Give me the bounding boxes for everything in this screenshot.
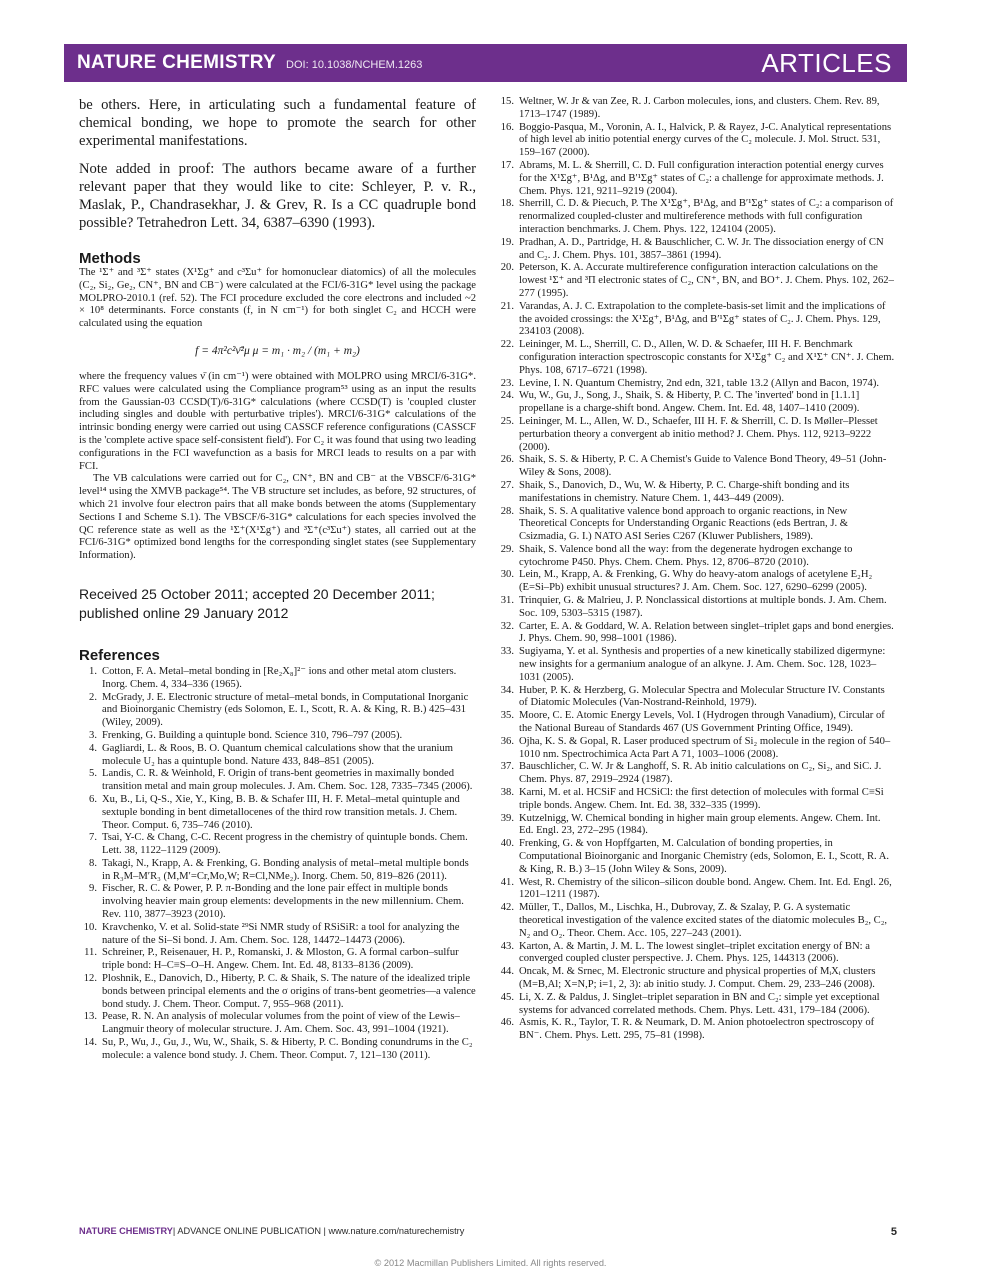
reference-number: 46.: [500, 1017, 514, 1029]
references-heading: References: [79, 646, 160, 664]
footer-publication: | ADVANCE ONLINE PUBLICATION | www.nature.com/naturechemistry: [172, 1226, 465, 1236]
reference-item: [496, 595, 896, 621]
methods-paragraph-2: where the frequency values ν̄ (in cm⁻¹) were obtained with MOLPRO using MRCI/6-31G*. RFC values were calculated using the Compliance program⁵³ using as an input the results from the Gaussian-03 CCSD(T)/6-31G* calculations (where CCSD(T) is 'coupled cluster including singles and double with perturbative triples'). MRCI/6-31G* calculations of the intrinsic bonding energy were carried out using CASSCF reference configurations (CASSCF is the 'complete active space self-consistent field'). For C₂ it was found that using two leading configurations in the FCI wavefunction as a basis for MRCI leads to results on a par with FCI.: [79, 370, 476, 472]
reference-number: 10.: [83, 921, 97, 933]
reference-number: 45.: [500, 991, 514, 1003]
reference-text: West, R. Chemistry of the silicon–silicon double bond. Angew. Chem. Int. Ed. Engl. 26, 1201–1211 (1987).: [519, 876, 892, 901]
intro-paragraph: be others. Here, in articulating such a fundamental feature of chemical bonding, we hope to promote the search for other experimental manifestations.: [79, 97, 476, 149]
reference-item: [496, 339, 896, 377]
reference-text: Kravchenko, V. et al. Solid-state ²⁹Si NMR study of RSiSiR: a tool for analyzing the nature of the Si–Si bond. J. Am. Chem. Soc. 128, 14472–14473 (2006).: [102, 921, 460, 946]
reference-text: Karni, M. et al. HCSiF and HCSiCl: the first detection of molecules with formal C≡Si triple bonds. Angew. Chem. Int. Ed. 38, 332–335 (1999).: [519, 787, 884, 811]
reference-item: [496, 941, 896, 967]
reference-text: Oncak, M. & Srnec, M. Electronic structure and physical properties of MᵢXᵢ clusters (M=B,Al; X=N,P; i=1, 2, 3): ab initio study. J. Comput. Chem. 29, 233–246 (2008).: [519, 966, 876, 990]
reference-number: 19.: [500, 236, 514, 248]
doi: DOI: 10.1038/NCHEM.1263: [286, 59, 423, 71]
methods-heading: Methods: [79, 250, 141, 267]
reference-number: 15.: [500, 96, 514, 107]
methods-paragraph-1: The ¹Σ⁺ and ³Σ⁺ states (X¹Σg⁺ and c³Σu⁺ for homonuclear diatomics) of all the molecules (C₂, Si₂, Ge₂, CN⁺, BN and CB⁻) were calculated at the FCI/6-31G* level using the package MOLPRO-2010.1 (ref. 52). The FCI procedure excluded the core electrons and included ~2 × 10⁸ determinants. Force constants (f, in N cm⁻¹) for both singlet C₂ and HCCH were calculated using the equation: [79, 267, 476, 330]
reference-text: Huber, P. K. & Herzberg, G. Molecular Spectra and Molecular Structure IV. Constants of Diatomic Molecules (Van-Nostrand-Reinhold, 1979).: [519, 684, 885, 709]
reference-item: [496, 646, 896, 684]
reference-number: 17.: [500, 159, 514, 171]
reference-item: [496, 160, 896, 198]
section-label: ARTICLES: [761, 47, 892, 78]
reference-text: Abrams, M. L. & Sherrill, C. D. Full configuration interaction potential energy curves for the X¹Σg⁺, B¹Δg, and B′¹Σg⁺ states of C₂: a challenge for approximate methods. J. Chem. Phys. 121, 9211–9219 (2004).: [519, 159, 884, 197]
reference-number: 6.: [89, 793, 97, 805]
reference-text: Su, P., Wu, J., Gu, J., Wu, W., Shaik, S. & Hiberty, P. C. Bonding conundrums in the C₂ molecule: a valence bond study. J. Chem. Theor. Comput. 7, 121–130 (2011).: [102, 1037, 473, 1061]
right-column: [496, 96, 896, 1043]
reference-number: 4.: [89, 742, 97, 754]
reference-number: 28.: [500, 505, 514, 517]
reference-text: Shaik, S., Danovich, D., Wu, W. & Hiberty, P. C. Charge-shift bonding and its manifestations in chemistry. Nature Chem. 1, 443–449 (2009).: [519, 479, 850, 504]
reference-text: Frenking, G. Building a quintuple bond. Science 310, 796–797 (2005).: [102, 729, 403, 741]
reference-text: Tsai, Y-C. & Chang, C-C. Recent progress in the chemistry of quintuple bonds. Chem. Lett. 38, 1122–1129 (2009).: [102, 832, 468, 857]
references-list-right: [496, 96, 896, 1043]
reference-item: [79, 1011, 476, 1037]
reference-item: [496, 416, 896, 454]
reference-number: 11.: [84, 947, 97, 959]
reference-item: [496, 1017, 896, 1043]
reference-item: [79, 858, 476, 884]
reference-number: 37.: [500, 761, 514, 773]
reference-item: [496, 685, 896, 711]
references-list-left: [79, 666, 476, 1063]
reference-item: [496, 237, 896, 263]
reference-item: [79, 743, 476, 769]
reference-item: [79, 883, 476, 921]
reference-number: 5.: [89, 768, 97, 780]
reference-number: 32.: [500, 620, 514, 632]
force-constant-equation: f = 4π²c²ν̄²μ μ = m₁ · m₂ / (m₁ + m₂): [195, 344, 360, 357]
reference-text: McGrady, J. E. Electronic structure of metal–metal bonds, in Computational Inorganic and Bioinorganic Chemistry (eds Solomon, E. I., Scott, R. A. & King, R. B.) 425–431 (Wiley, 2009).: [102, 691, 469, 729]
reference-text: Sherrill, C. D. & Piecuch, P. The X¹Σg⁺, B¹Δg, and B′¹Σg⁺ states of C₂: a comparison of renormalized coupled-cluster and multireference methods with full configuration interaction benchmarks. J. Chem. Phys. 122, 124104 (2005).: [519, 198, 894, 235]
reference-text: Shaik, S. Valence bond all the way: from the degenerate hydrogen exchange to cytochrome P450. Phys. Chem. Chem. Phys. 12, 8706–8720 (2010).: [519, 543, 853, 568]
reference-text: Carter, E. A. & Goddard, W. A. Relation between singlet–triplet gaps and bond energies. J. Phys. Chem. 90, 998–1001 (1986).: [519, 620, 894, 645]
reference-text: Leininger, M. L., Allen, W. D., Schaefer, III H. F. & Sherrill, C. D. Is Møller–Plesset perturbation theory a convergent ab initio method? J. Chem. Phys. 112, 9213–9222 (2000).: [519, 415, 878, 453]
reference-text: Bauschlicher, C. W. Jr & Langhoff, S. R. Ab initio calculations on C₂, Si₂, and SiC. J. Chem. Phys. 87, 2919–2924 (1987).: [519, 761, 882, 786]
received-dates: [79, 585, 476, 623]
reference-text: Ojha, K. S. & Gopal, R. Laser produced spectrum of Si₂ molecule in the region of 540–1010 nm. Spectrochimica Acta Part A 71, 1003–1006 (2008).: [519, 735, 891, 760]
reference-number: 27.: [500, 479, 514, 491]
reference-number: 44.: [500, 966, 514, 978]
copyright-notice: © 2012 Macmillan Publishers Limited. All rights reserved.: [374, 1258, 607, 1268]
page-footer: [79, 1226, 897, 1238]
reference-number: 42.: [500, 902, 514, 914]
reference-text: Karton, A. & Martin, J. M. L. The lowest singlet–triplet excitation energy of BN: a converged coupled cluster perspective. J. Chem. Phys. 125, 144313 (2006).: [519, 940, 870, 965]
reference-text: Takagi, N., Krapp, A. & Frenking, G. Bonding analysis of metal–metal multiple bonds in R₃M–M′R₃ (M,M′=Cr,Mo,W; R=Cl,NMe₂). Inorg. Chem. 50, 819–826 (2011).: [102, 857, 469, 882]
reference-number: 38.: [500, 787, 514, 799]
journal-name: NATURE CHEMISTRY: [77, 52, 277, 73]
received-line: Received 25 October 2011; accepted 20 December 2011;: [79, 585, 435, 602]
reference-number: 43.: [500, 940, 514, 952]
reference-text: Shaik, S. S. & Hiberty, P. C. A Chemist's Guide to Valence Bond Theory, 49–51 (John-Wiley & Sons, 2008).: [519, 454, 887, 479]
reference-number: 40.: [500, 838, 514, 850]
reference-text: Cotton, F. A. Metal–metal bonding in [Re₂X₈]²⁻ ions and other metal atom clusters. Inorg. Chem. 4, 334–336 (1965).: [102, 665, 457, 690]
reference-number: 14.: [83, 1037, 97, 1049]
reference-item: [496, 787, 896, 813]
reference-text: Peterson, K. A. Accurate multireference configuration interaction calculations on the lowest ¹Σ⁺ and ³Π electronic states of C₂, CN⁺, BN, and BO⁺. J. Chem. Phys. 102, 262–277 (1995).: [519, 262, 894, 299]
reference-number: 41.: [500, 876, 514, 888]
reference-item: [496, 877, 896, 903]
reference-number: 31.: [500, 595, 514, 607]
reference-text: Leininger, M. L., Sherrill, C. D., Allen, W. D. & Schaefer, III H. F. Benchmark configuration interaction spectroscopic constants for X¹Σg⁺ C₂ and X¹Σ⁺ CN⁺. J. Chem. Phys. 108, 6717–6721 (1998).: [519, 339, 895, 376]
reference-item: [496, 710, 896, 736]
methods-paragraph-3: The VB calculations were carried out for C₂, CN⁺, BN and CB⁻ at the VBSCF/6-31G* level¹⁴ using the XMVB package⁵⁴. The VB structure set includes, as before, 92 structures, of which 21 involve four electron pairs that all make bonds between the atoms (Supplementary Sections I and Scheme S.1). The VBSCF/6-31G* calculations for each species involved the QC reference state as well as the ¹Σ⁺(X¹Σg⁺) and ³Σ⁺(c³Σu⁺) states, all carried out at the FCI/6-31G* optimized bond lengths for the corresponding singlet states (see Supplementary Information).: [79, 473, 476, 562]
footer-journal: NATURE CHEMISTRY: [79, 1226, 173, 1236]
reference-item: [496, 301, 896, 339]
reference-item: [79, 1037, 476, 1063]
reference-text: Gagliardi, L. & Roos, B. O. Quantum chemical calculations show that the uranium molecule U₂ has a quintuple bond. Nature 433, 848–851 (2005).: [102, 742, 453, 767]
reference-item: [496, 198, 896, 236]
reference-text: Müller, T., Dallos, M., Lischka, H., Dubrovay, Z. & Szalay, P. G. A systematic theoretical investigation of the valence excited states of the diatomic molecules B₂, C₂, N₂ and O₂. Theor. Chem. Acc. 105, 227–243 (2001).: [519, 902, 888, 939]
reference-item: [496, 378, 896, 391]
reference-item: [79, 947, 476, 973]
reference-text: Moore, C. E. Atomic Energy Levels, Vol. I (Hydrogen through Vanadium), Circular of the National Bureau of Standards 467 (US Government Printing Office, 1949).: [519, 710, 885, 735]
left-column: [79, 96, 476, 1063]
reference-number: 39.: [500, 812, 514, 824]
reference-number: 18.: [500, 198, 514, 210]
reference-text: Kutzelnigg, W. Chemical bonding in higher main group elements. Angew. Chem. Int. Ed. Engl. 23, 272–295 (1984).: [519, 812, 881, 837]
reference-text: Sugiyama, Y. et al. Synthesis and properties of a new kinetically stabilized digermyne: new insights for a germanium analogue of an alkyne. J. Am. Chem. Soc. 128, 1023–1031 (2005).: [519, 646, 886, 683]
reference-item: [79, 794, 476, 832]
reference-item: [79, 666, 476, 692]
reference-text: Xu, B., Li, Q-S., Xie, Y., King, B. B. & Schafer III, H. F. Metal–metal quintuple and sextuple bonding in bent dimetallocenes of the third row transition metals. J. Chem. Theor. Comput. 6, 735–746 (2010).: [102, 793, 460, 831]
page-number: 5: [890, 1226, 897, 1238]
reference-number: 12.: [83, 973, 97, 985]
reference-number: 29.: [500, 543, 514, 555]
reference-number: 16.: [500, 121, 514, 133]
reference-text: Li, X. Z. & Paldus, J. Singlet–triplet separation in BN and C₂: simple yet exceptional systems for advanced correlated methods. Chem. Phys. Lett. 431, 179–184 (2006).: [519, 991, 880, 1016]
reference-text: Trinquier, G. & Malrieu, J. P. Nonclassical distortions at multiple bonds. J. Am. Chem. Soc. 109, 5303–5315 (1987).: [519, 595, 887, 619]
reference-item: [79, 692, 476, 730]
reference-number: 21.: [500, 300, 514, 312]
reference-item: [496, 480, 896, 506]
reference-number: 9.: [89, 883, 97, 895]
reference-text: Landis, C. R. & Weinhold, F. Origin of trans-bent geometries in maximally bonded transition metal and main group molecules. J. Am. Chem. Soc. 128, 7335–7345 (2006).: [102, 768, 473, 793]
reference-number: 20.: [500, 262, 514, 274]
reference-text: Wu, W., Gu, J., Song, J., Shaik, S. & Hiberty, P. C. The 'inverted' bond in [1.1.1] propellane is a charge-shift bond. Angew. Chem. Int. Ed. 48, 1407–1410 (2009).: [519, 390, 860, 415]
note-added-in-proof: Note added in proof: The authors became aware of a further relevant paper that they would like to cite: Schleyer, P. v. R., Maslak, P., Chandrasekhar, J. & Grev, R. Is a CC quadruple bond possible? Tetrahedron Lett. 34, 6387–6390 (1993).: [79, 161, 476, 231]
reference-item: [496, 122, 896, 160]
reference-text: Lein, M., Krapp, A. & Frenking, G. Why do heavy-atom analogs of acetylene E₂H₂ (E=Si–Pb) exhibit unusual structures? J. Am. Chem. Soc. 127, 6290–6299 (2005).: [519, 569, 873, 594]
reference-item: [496, 506, 896, 544]
reference-item: [79, 922, 476, 948]
journal-header: [64, 44, 907, 82]
reference-item: [496, 838, 896, 876]
reference-item: [496, 96, 896, 122]
reference-text: Pease, R. N. An analysis of molecular volumes from the point of view of the Lewis–Langmuir theory of molecular structure. J. Am. Chem. Soc. 43, 991–1004 (1921).: [102, 1011, 460, 1036]
reference-item: [496, 736, 896, 762]
reference-number: 36.: [500, 735, 514, 747]
reference-item: [496, 813, 896, 839]
reference-text: Ploshnik, E., Danovich, D., Hiberty, P. C. & Shaik, S. The nature of the idealized triple bonds between principal elements and the σ origins of trans-bent geometries—a valence bond study. J. Chem. Theor. Comput. 7, 955–968 (2011).: [102, 973, 476, 1010]
reference-item: [496, 569, 896, 595]
reference-item: [79, 973, 476, 1011]
reference-item: [496, 544, 896, 570]
reference-item: [79, 832, 476, 858]
reference-number: 33.: [500, 646, 514, 658]
reference-item: [496, 390, 896, 416]
reference-number: 7.: [89, 832, 97, 844]
reference-text: Levine, I. N. Quantum Chemistry, 2nd edn, 321, table 13.2 (Allyn and Bacon, 1974).: [519, 377, 880, 389]
reference-text: Varandas, A. J. C. Extrapolation to the complete-basis-set limit and the implications of the avoided crossings: the X¹Σg⁺, B¹Δg, and B′¹Σg⁺ states of C₂. J. Chem. Phys. 129, 234103 (2008).: [519, 300, 886, 338]
reference-number: 26.: [500, 454, 514, 466]
published-line: published online 29 January 2012: [79, 604, 289, 621]
reference-number: 22.: [500, 339, 514, 351]
reference-item: [496, 262, 896, 300]
reference-text: Asmis, K. R., Taylor, T. R. & Neumark, D. M. Anion photoelectron spectroscopy of BN⁻. Chem. Phys. Lett. 295, 75–81 (1998).: [519, 1017, 875, 1042]
reference-number: 34.: [500, 684, 514, 696]
reference-item: [496, 992, 896, 1018]
reference-number: 8.: [89, 857, 97, 869]
reference-number: 30.: [500, 569, 514, 581]
reference-item: [496, 966, 896, 992]
reference-item: [496, 761, 896, 787]
reference-text: Boggio-Pasqua, M., Voronin, A. I., Halvick, P. & Rayez, J-C. Analytical representations of high level ab initio potential energy curves of the C₂ molecule. J. Mol. Struct. 531, 159–167 (2000).: [519, 121, 892, 159]
reference-item: [496, 902, 896, 940]
reference-text: Schreiner, P., Reisenauer, H. P., Romanski, J. & Mloston, G. A formal carbon–sulfur triple bond: H–C≡S–O–H. Angew. Chem. Int. Ed. 48, 8133–8136 (2009).: [102, 947, 459, 972]
reference-number: 2.: [89, 691, 97, 703]
reference-item: [79, 768, 476, 794]
reference-item: [496, 454, 896, 480]
reference-number: 3.: [89, 729, 97, 741]
reference-text: Fischer, R. C. & Power, P. P. π-Bonding and the lone pair effect in multiple bonds involving heavier main group elements: developments in the new millennium. Chem. Rev. 110, 3877–3923 (2010).: [102, 883, 464, 921]
reference-number: 24.: [500, 390, 514, 402]
reference-number: 23.: [500, 377, 514, 389]
reference-text: Frenking, G. & von Hopffgarten, M. Calculation of bonding properties, in Computational Bioinorganic and Inorganic Chemistry (eds, Solomon, E. I., Scott, R. A. & King, R. B.) 3–15 (John Wiley & Sons, 2009).: [519, 838, 890, 875]
reference-item: [79, 730, 476, 743]
reference-number: 25.: [500, 415, 514, 427]
reference-item: [496, 621, 896, 647]
reference-text: Pradhan, A. D., Partridge, H. & Bauschlicher, C. W. Jr. The dissociation energy of CN and C₂. J. Chem. Phys. 101, 3857–3861 (1994).: [519, 236, 884, 261]
reference-number: 13.: [83, 1011, 97, 1023]
reference-text: Weltner, W. Jr & van Zee, R. J. Carbon molecules, ions, and clusters. Chem. Rev. 89, 1713–1747 (1989).: [519, 96, 880, 120]
reference-text: Shaik, S. S. A qualitative valence bond approach to organic reactions, in New Theoretical Concepts for Understanding Organic Reactions (eds Bertran, J. & Csizmadia, G. I.) NATO ASI Series C267 (Kluwer Publishers, 1989).: [519, 505, 848, 543]
reference-number: 1.: [89, 665, 97, 677]
reference-number: 35.: [500, 710, 514, 722]
